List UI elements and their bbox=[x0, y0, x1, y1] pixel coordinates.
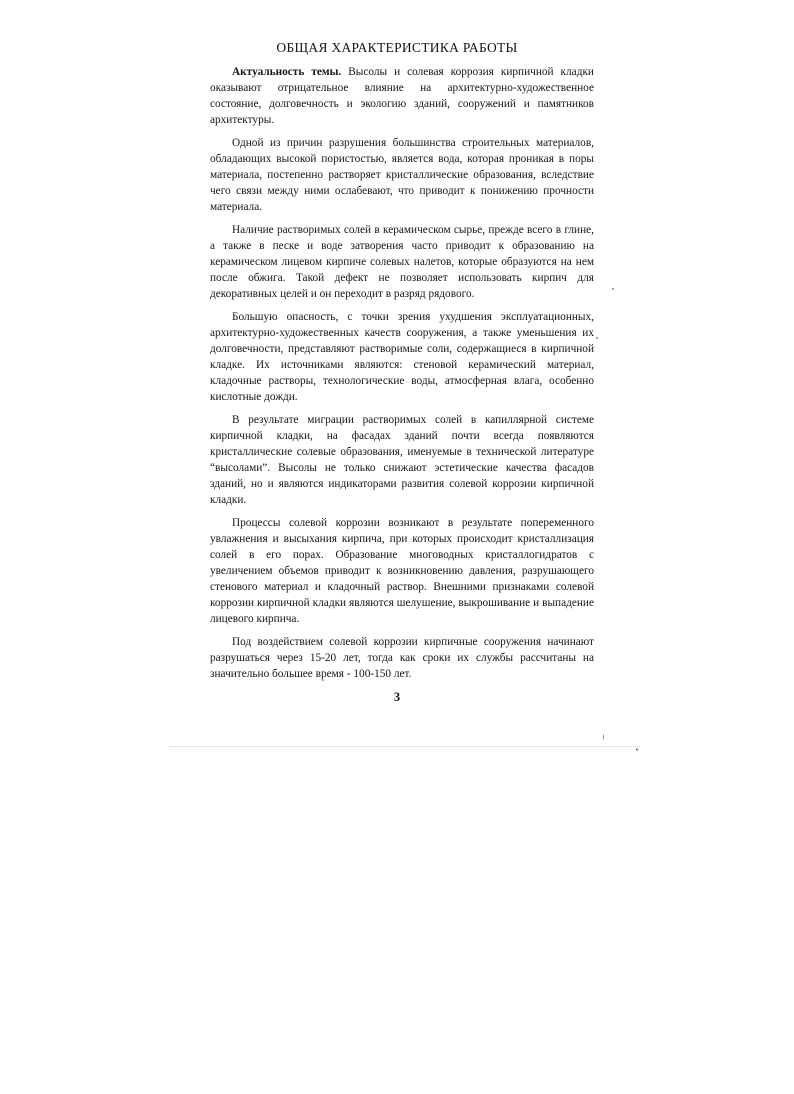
paragraph: Процессы солевой коррозии возникают в результате попеременного увлажнения и высыхания кирпича, при которых происходит кристаллизация солей в его порах. Образование многоводных кристаллогидратов с увеличением объемов приводит к возникновению давления, разрушающего стенового материал и кладочный раствор. Внешними признаками солевой коррозии кирпичной кладки являются шелушение, выкрошивание и выпадение лицевого кирпича. bbox=[210, 517, 594, 625]
paragraph: Наличие растворимых солей в керамическом сырье, прежде всего в глине, а также в песке и воде затворения часто приводит к образованию на керамическом лицевом кирпиче солевых налетов, которые образуются на нем после обжига. Такой дефект не позволяет использовать кирпич для декоративных целей и он переходит в разряд рядового. bbox=[210, 224, 594, 300]
paragraph-relevance bbox=[210, 64, 594, 128]
body-text bbox=[210, 64, 594, 689]
paragraph: Большую опасность, с точки зрения ухудшения эксплуатационных, архитектурно-художественных качеств сооружения, а также уменьшения их долговечности, представляют растворимые соли, содержащиеся в кирпичной кладке. Их источниками являются: стеновой керамический материал, кладочные растворы, технологические воды, атмосферная влага, особенно кислотные дожди. bbox=[210, 311, 594, 403]
paragraph: В результате миграции растворимых солей в капиллярной системе кирпичной кладки, на фасадах зданий почти всегда появляются кристаллические солевые образования, именуемые в технической литературе “высолами”. Высолы не только снижают эстетические качества фасадов зданий, но и являются индикаторами развития солевой коррозии кирпичной кладки. bbox=[210, 414, 594, 506]
scan-speck bbox=[612, 288, 614, 290]
scan-speck bbox=[596, 337, 598, 339]
section-heading: ОБЩАЯ ХАРАКТЕРИСТИКА РАБОТЫ bbox=[276, 40, 518, 55]
scan-speck bbox=[322, 680, 324, 681]
scan-speck bbox=[636, 748, 638, 751]
paragraph-text: Высолы и солевая коррозия кирпичной кладки оказывают отрицательное влияние на архитектурно-художественное состояние, долговечность и экологию зданий, сооружений и памятников архитектуры. bbox=[210, 66, 594, 126]
lead-label: Актуальность темы. bbox=[232, 66, 342, 78]
paragraph: Под воздействием солевой коррозии кирпичные сооружения начинают разрушаться через 15-20 лет, тогда как сроки их службы рассчитаны на значительно большее время - 100-150 лет. bbox=[210, 636, 594, 680]
page-number: 3 bbox=[393, 690, 401, 704]
scan-speck bbox=[603, 734, 604, 740]
paragraph: Одной из причин разрушения большинства строительных материалов, обладающих высокой пористостью, является вода, которая проникая в поры материала, постепенно растворяет кристаллические образования, вследствие чего связи между ними ослабевают, что приводит к понижению прочности материала. bbox=[210, 137, 594, 213]
scan-artifact-line bbox=[170, 746, 640, 747]
